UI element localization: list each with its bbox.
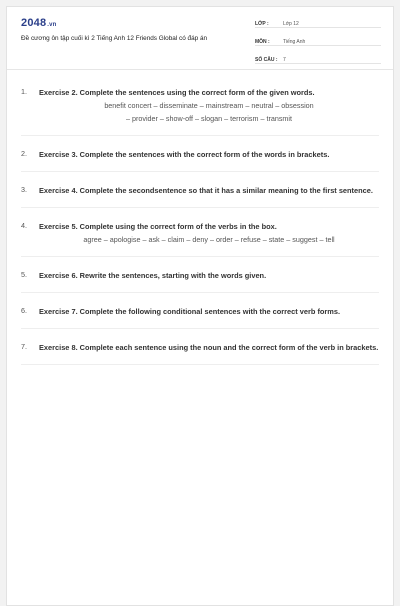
exercise-body	[39, 305, 379, 318]
meta-label: SỐ CÂU :	[255, 57, 278, 63]
document-header	[7, 7, 393, 70]
exercise-number: 6.	[21, 306, 27, 315]
exercise-body	[39, 341, 379, 354]
exercise-number: 1.	[21, 87, 27, 96]
word-box-line: agree – apologise – ask – claim – deny – order – refuse – state – suggest – tell	[83, 235, 335, 244]
exercise-item	[21, 305, 379, 329]
exercise-text: Exercise 5. Complete using the correct form of the verbs in the box.	[39, 222, 277, 231]
meta-row-class	[255, 17, 381, 28]
exercise-text: Exercise 3. Complete the sentences with the correct form of the words in brackets.	[39, 150, 330, 159]
exercise-item	[21, 148, 379, 172]
exercise-item	[21, 220, 379, 257]
exercise-number: 3.	[21, 185, 27, 194]
exercise-body	[39, 269, 379, 282]
exercise-body	[39, 148, 379, 161]
meta-label: MÔN :	[255, 39, 270, 45]
document-page	[6, 6, 394, 606]
exercise-text: Exercise 2. Complete the sentences using the correct form of the given words.	[39, 88, 315, 97]
exercise-number: 2.	[21, 149, 27, 158]
exercise-item	[21, 269, 379, 293]
exercise-number: 4.	[21, 221, 27, 230]
meta-value: Lớp 12	[283, 21, 299, 27]
exercise-item	[21, 341, 379, 365]
site-logo[interactable]	[21, 17, 57, 29]
exercise-body	[39, 184, 379, 197]
exercise-body	[39, 220, 379, 246]
exercise-list	[7, 70, 393, 365]
exercise-text: Exercise 8. Complete each sentence using the noun and the correct form of the verb in brackets.	[39, 343, 379, 352]
word-box-line: benefit concert – disseminate – mainstream – neutral – obsession	[104, 101, 314, 110]
word-box-line: – provider – show-off – slogan – terrorism – transmit	[125, 114, 293, 123]
exercise-text: Exercise 7. Complete the following conditional sentences with the correct verb forms.	[39, 307, 341, 316]
meta-value: 7	[283, 57, 286, 63]
logo-main: 2048	[21, 17, 47, 29]
exercise-number: 7.	[21, 342, 27, 351]
meta-value: Tiếng Anh	[283, 39, 306, 45]
logo-suffix: .vn	[47, 22, 57, 28]
exercise-number: 5.	[21, 270, 27, 279]
meta-label: LỚP :	[255, 21, 269, 27]
document-title: Đề cương ôn tập cuối kì 2 Tiếng Anh 12 Friends Global có đáp án	[21, 35, 208, 42]
meta-row-question-count	[255, 53, 381, 64]
exercise-item	[21, 184, 379, 208]
exercise-text: Exercise 4. Complete the secondsentence so that it has a similar meaning to the first sentence.	[39, 186, 373, 195]
exercise-body	[39, 86, 379, 125]
meta-row-subject	[255, 35, 381, 46]
document-meta	[255, 17, 381, 71]
exercise-item	[21, 86, 379, 136]
exercise-text: Exercise 6. Rewrite the sentences, starting with the words given.	[39, 271, 267, 280]
